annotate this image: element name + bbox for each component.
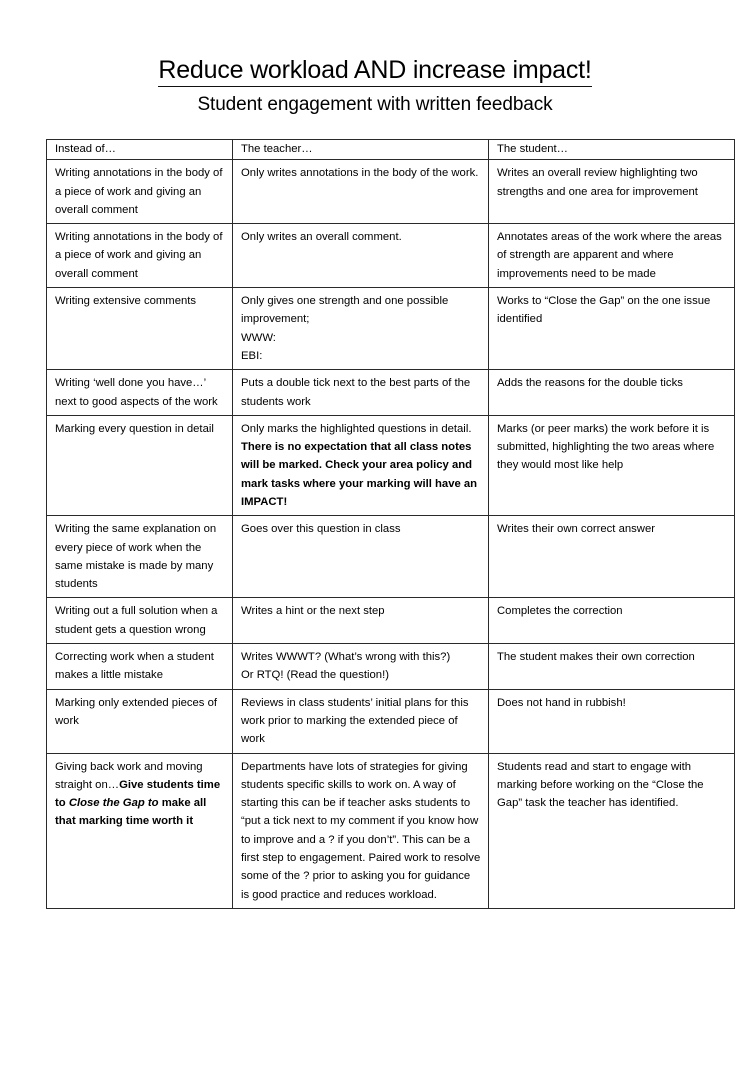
cell-instead-of: Correcting work when a student makes a little mistake — [47, 644, 233, 690]
cell-teacher — [233, 644, 489, 690]
teacher-line-1: Writes WWWT? (What’s wrong with this?) — [241, 651, 451, 664]
cell-teacher: Departments have lots of strategies for giving students specific skills to work on. A way of starting this can be if teacher asks students to “put a tick next to my comment if you know how to improve and a ? if you don’t”. This can be a first step to engagement. Paired work to resolve some of the ? prior to asking you for guidance is good practice and reduces workload. — [233, 753, 489, 908]
title-block — [0, 0, 750, 117]
cell-student: Writes an overall review highlighting two strengths and one area for improvement — [489, 160, 735, 224]
cell-instead-of: Writing out a full solution when a student gets a question wrong — [47, 598, 233, 644]
teacher-text-regular: Only marks the highlighted questions in detail. — [241, 422, 472, 435]
table-row — [47, 370, 735, 416]
cell-instead-of: Writing annotations in the body of a piece of work and giving an overall comment — [47, 224, 233, 288]
cell-teacher: Only writes an overall comment. — [233, 224, 489, 288]
instead-of-text-bold-italic: Close the Gap to — [68, 797, 159, 810]
table-row — [47, 288, 735, 370]
table-row — [47, 516, 735, 598]
cell-student: Marks (or peer marks) the work before it is submitted, highlighting the two areas where they would most like help — [489, 415, 735, 515]
cell-instead-of: Writing the same explanation on every piece of work when the same mistake is made by many students — [47, 516, 233, 598]
table-row — [47, 644, 735, 690]
table-row — [47, 224, 735, 288]
cell-teacher: Only writes annotations in the body of the work. — [233, 160, 489, 224]
cell-student: Completes the correction — [489, 598, 735, 644]
cell-teacher: Goes over this question in class — [233, 516, 489, 598]
feedback-strategies-table — [46, 139, 735, 909]
teacher-line-1: Only gives one strength and one possible improvement; — [241, 295, 449, 326]
cell-instead-of: Writing ‘well done you have…’ next to good aspects of the work — [47, 370, 233, 416]
cell-teacher: Writes a hint or the next step — [233, 598, 489, 644]
cell-student: Students read and start to engage with marking before working on the “Close the Gap” task the teacher has identified. — [489, 753, 735, 908]
column-header-instead-of: Instead of… — [47, 140, 233, 160]
table-row — [47, 160, 735, 224]
cell-student: Writes their own correct answer — [489, 516, 735, 598]
page-subtitle: Student engagement with written feedback — [197, 93, 553, 115]
cell-teacher: Reviews in class students’ initial plans for this work prior to marking the extended piece of work — [233, 689, 489, 753]
cell-teacher — [233, 288, 489, 370]
teacher-line-3: EBI: — [241, 349, 263, 362]
cell-instead-of: Writing annotations in the body of a piece of work and giving an overall comment — [47, 160, 233, 224]
cell-student: Adds the reasons for the double ticks — [489, 370, 735, 416]
cell-instead-of: Writing extensive comments — [47, 288, 233, 370]
cell-student: Does not hand in rubbish! — [489, 689, 735, 753]
page-title: Reduce workload AND increase impact! — [158, 56, 591, 87]
instead-of-text-bold-2: make all that marking time worth it — [55, 797, 207, 828]
column-header-teacher: The teacher… — [233, 140, 489, 160]
table-header-row — [47, 140, 735, 160]
teacher-text-bold: There is no expectation that all class notes will be marked. Check your area policy and mark tasks where your marking will have an IMPACT! — [241, 441, 478, 508]
instead-of-text-regular: Giving back work and moving straight on… — [55, 760, 203, 791]
cell-instead-of: Marking every question in detail — [47, 415, 233, 515]
cell-instead-of — [47, 753, 233, 908]
teacher-line-2: Or RTQ! (Read the question!) — [241, 669, 389, 682]
instead-of-text-bold-1: Give students time to — [55, 778, 221, 810]
table-row — [47, 598, 735, 644]
teacher-line-2: WWW: — [241, 331, 276, 344]
cell-instead-of: Marking only extended pieces of work — [47, 689, 233, 753]
cell-teacher: Puts a double tick next to the best parts of the students work — [233, 370, 489, 416]
table-row — [47, 415, 735, 515]
cell-student: The student makes their own correction — [489, 644, 735, 690]
cell-teacher — [233, 415, 489, 515]
cell-student: Annotates areas of the work where the areas of strength are apparent and where improvements need to be made — [489, 224, 735, 288]
table-header — [47, 140, 735, 160]
table-row — [47, 689, 735, 753]
table-row — [47, 753, 735, 908]
column-header-student: The student… — [489, 140, 735, 160]
cell-student: Works to “Close the Gap” on the one issue identified — [489, 288, 735, 370]
table-body — [47, 160, 735, 909]
